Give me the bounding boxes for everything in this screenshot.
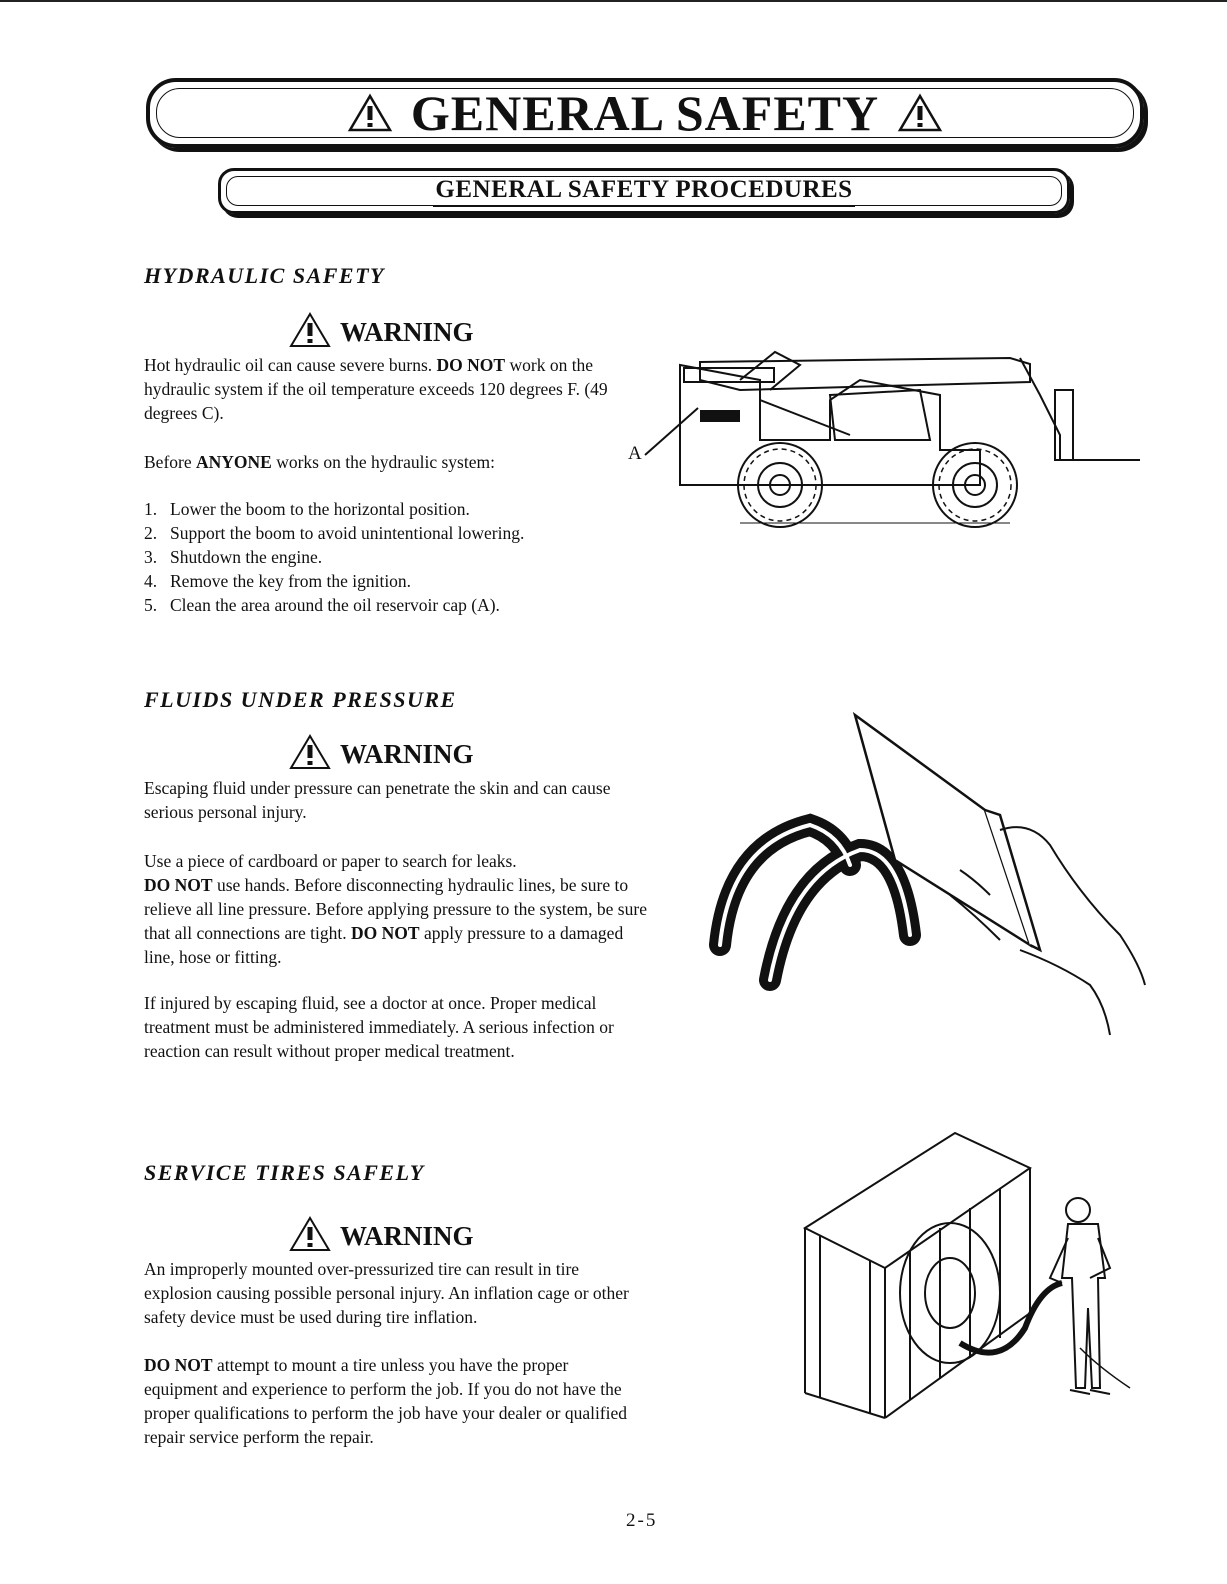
step-text: Remove the key from the ignition. — [170, 571, 412, 591]
step-number: 2. — [144, 523, 158, 543]
text: Hot hydraulic oil can cause severe burns. — [144, 355, 437, 375]
warning-triangle-icon — [288, 1216, 332, 1252]
service-tires-safely-heading: SERVICE TIRES SAFELY — [144, 1160, 425, 1185]
list-item — [144, 593, 664, 617]
tires-warning — [288, 1216, 474, 1252]
step-number: 4. — [144, 571, 158, 591]
top-rule — [0, 0, 1227, 2]
warning-label: WARNING — [340, 739, 474, 769]
tire-inflation-cage-illustration — [800, 1128, 1150, 1428]
text: Use a piece of cardboard or paper to search for leaks. — [144, 851, 517, 871]
emphasis: DO NOT — [144, 875, 213, 895]
emphasis: DO NOT — [144, 1355, 213, 1375]
list-item — [144, 521, 664, 545]
text: use hands. Before disconnecting hydraulic lines, be sure to relieve all line pressure. Before applying pressure to the system, be sure that all connections are tight. — [144, 875, 647, 943]
step-text: Support the boom to avoid unintentional lowering. — [170, 523, 525, 543]
warning-triangle-icon — [288, 734, 332, 770]
general-safety-banner — [146, 78, 1144, 148]
step-text: Shutdown the engine. — [170, 547, 323, 567]
list-item — [144, 569, 664, 593]
telehandler-illustration — [640, 340, 1150, 540]
step-text: Clean the area around the oil reservoir cap (A). — [170, 595, 500, 615]
page-number: 2-5 — [626, 1510, 658, 1531]
text: apply pressure to a damaged line, hose or fitting. — [144, 923, 624, 967]
fluids-under-pressure-heading: FLUIDS UNDER PRESSURE — [144, 687, 457, 712]
warning-label: WARNING — [340, 317, 474, 347]
hydraulic-before-text — [144, 450, 654, 474]
hydraulic-warning-text — [144, 353, 634, 425]
text: Before — [144, 452, 196, 472]
hydraulic-warning — [288, 312, 474, 348]
list-item — [144, 497, 664, 521]
text: work on the hydraulic system if the oil temperature exceeds 120 degrees F. (49 degrees C). — [144, 355, 608, 423]
warning-triangle-icon — [347, 93, 393, 133]
step-text: Lower the boom to the horizontal position. — [170, 499, 470, 519]
text: works on the hydraulic system: — [271, 452, 495, 472]
hydraulic-safety-heading: HYDRAULIC SAFETY — [144, 263, 385, 288]
tires-warning-text: An improperly mounted over-pressurized tire can result in tire explosion causing possible personal injury. An inflation cage or other safety device must be used during tire inflation. — [144, 1259, 629, 1327]
emphasis: DO NOT — [351, 923, 420, 943]
warning-triangle-icon — [897, 93, 943, 133]
fluids-warning-text: Escaping fluid under pressure can penetrate the skin and can cause serious personal injury. — [144, 778, 611, 822]
step-number: 5. — [144, 595, 158, 615]
emphasis: DO NOT — [436, 355, 506, 375]
banner-title-group — [347, 84, 943, 142]
section-title: GENERAL SAFETY PROCEDURES — [433, 176, 854, 207]
list-item — [144, 545, 664, 569]
tires-instructions-text — [144, 1353, 644, 1449]
emphasis: ANYONE — [196, 452, 272, 472]
hose-leak-illustration — [700, 705, 1150, 1045]
hydraulic-steps-list — [144, 497, 664, 617]
step-number: 3. — [144, 547, 158, 567]
fluids-warning — [288, 734, 474, 770]
fluids-instructions-text — [144, 849, 654, 969]
procedures-banner — [218, 168, 1070, 214]
page-title: GENERAL SAFETY — [410, 85, 880, 141]
text: attempt to mount a tire unless you have the proper equipment and experience to perform the job. If you do not have the proper qualifications to perform the job have your dealer or qualified repair service perform the repair. — [144, 1355, 628, 1447]
fluids-injury-text: If injured by escaping fluid, see a doctor at once. Proper medical treatment must be administered immediately. A serious infection or reaction can result without proper medical treatment. — [144, 993, 614, 1061]
figure-label-a: A — [628, 443, 642, 464]
warning-triangle-icon — [288, 312, 332, 348]
step-number: 1. — [144, 499, 158, 519]
warning-label: WARNING — [340, 1221, 474, 1251]
